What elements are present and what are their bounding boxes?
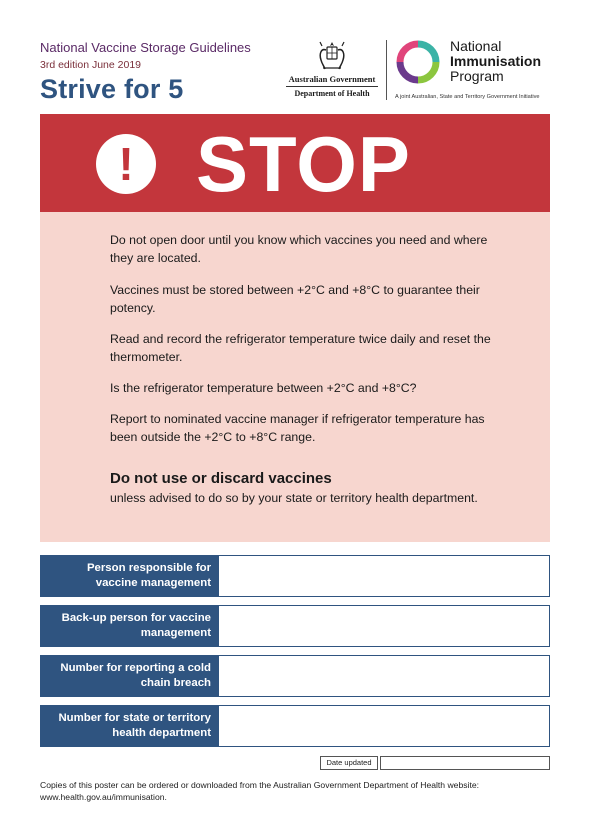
instruction-item: Report to nominated vaccine manager if refrigerator temperature has been outside the +2°C to +8°C range. (110, 412, 485, 444)
logo-divider (386, 40, 387, 100)
government-name: Australian Government (288, 74, 376, 84)
nip-wordmark (450, 39, 541, 84)
nip-tagline: A joint Australian, State and Territory Government Initiative (395, 94, 540, 100)
stop-banner (40, 114, 550, 212)
edition-label: 3rd edition June 2019 (40, 59, 141, 71)
instruction-item: Is the refrigerator temperature between +2°C and +8°C? (110, 381, 417, 395)
form-row-cold-chain-number (40, 655, 550, 697)
department-name: Department of Health (294, 89, 370, 98)
nip-line-national: National (450, 38, 502, 54)
instruction-item: Vaccines must be stored between +2°C and +8°C to guarantee their potency. (110, 283, 480, 315)
form-row-backup-person (40, 605, 550, 647)
exclamation-glyph: ! (118, 138, 134, 190)
immunisation-program-logo (395, 38, 555, 108)
instruction-item: Do not open door until you know which vaccines you need and where they are located. (110, 233, 488, 265)
instructions-panel (40, 212, 550, 542)
stop-heading: STOP (196, 120, 411, 208)
strive-for-5-title: Strive for 5 (40, 74, 184, 104)
form-row-health-department-number (40, 705, 550, 747)
nip-ring-icon (395, 39, 441, 85)
field-label: Back-up person for vaccine management (41, 606, 219, 646)
field-label: Person responsible for vaccine management (41, 556, 219, 596)
coat-of-arms-icon (317, 38, 347, 72)
australian-government-logo (284, 38, 380, 104)
field-label: Number for reporting a cold chain breach (41, 656, 219, 696)
backup-person-field[interactable] (219, 606, 549, 646)
guidelines-title: National Vaccine Storage Guidelines (40, 40, 251, 55)
warning-title: Do not use or discard vaccines (110, 470, 332, 487)
cold-chain-number-field[interactable] (219, 656, 549, 696)
nip-line-immunisation: Immunisation (450, 53, 542, 69)
date-updated-field[interactable] (380, 756, 550, 770)
poster-header (40, 38, 555, 108)
instruction-item: Read and record the refrigerator temperature twice daily and reset the thermometer. (110, 332, 491, 364)
field-label: Number for state or territory health department (41, 706, 219, 746)
footer-note: Copies of this poster can be ordered or downloaded from the Australian Government Department of Health website: www.health.gov.au/immunisation. (40, 780, 479, 802)
vaccine-manager-field[interactable] (219, 556, 549, 596)
warning-body: unless advised to do so by your state or territory health department. (110, 491, 478, 505)
logo-rule (286, 86, 378, 87)
form-row-vaccine-manager (40, 555, 550, 597)
health-department-number-field[interactable] (219, 706, 549, 746)
date-updated-label: Date updated (320, 756, 378, 770)
date-updated-row (320, 756, 550, 770)
nip-line-program: Program (450, 68, 504, 84)
exclamation-icon (96, 134, 156, 194)
